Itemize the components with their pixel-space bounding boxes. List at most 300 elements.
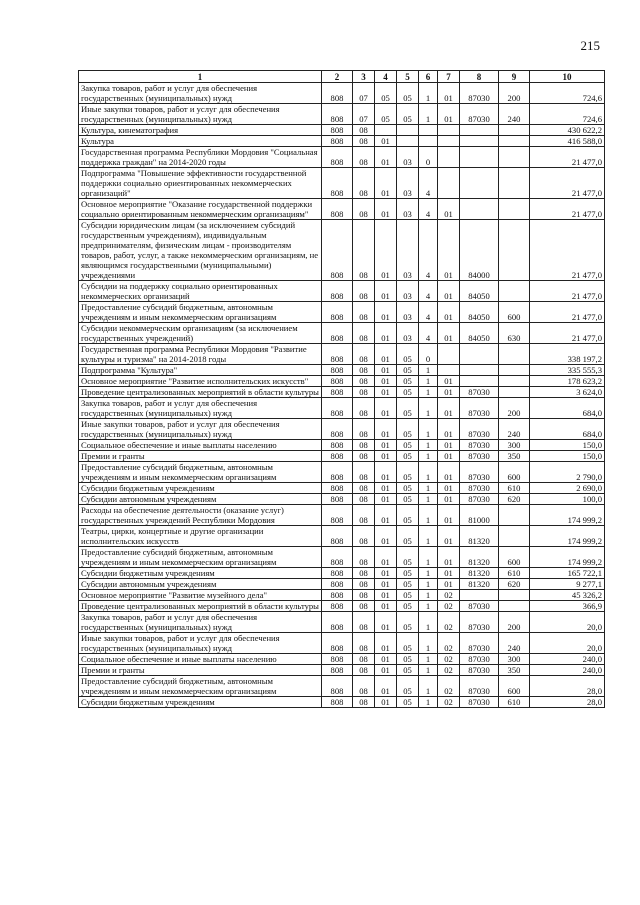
row-direction-code [460, 344, 499, 365]
table-row [79, 697, 605, 708]
row-direction-code [460, 590, 499, 601]
row-direction-code: 87030 [460, 440, 499, 451]
row-direction-code: 87030 [460, 494, 499, 505]
table-row [79, 125, 605, 136]
row-ministry-code: 808 [322, 281, 353, 302]
row-description: Премии и гранты [79, 665, 322, 676]
row-subprogram-code: 4 [419, 168, 438, 199]
row-subsection-code: 01 [375, 579, 397, 590]
table-row [79, 136, 605, 147]
row-ministry-code: 808 [322, 612, 353, 633]
row-expense-type-code: 240 [499, 419, 530, 440]
table-row [79, 302, 605, 323]
row-description: Государственная программа Республики Мордовия "Развитие культуры и туризма" на 2014-2018 годы [79, 344, 322, 365]
row-ministry-code: 808 [322, 365, 353, 376]
row-program-code: 03 [397, 168, 419, 199]
row-activity-code [438, 365, 460, 376]
row-amount: 240,0 [530, 654, 605, 665]
row-direction-code [460, 147, 499, 168]
row-program-code: 05 [397, 494, 419, 505]
row-amount: 165 722,1 [530, 568, 605, 579]
header-cell: 1 [79, 71, 322, 83]
row-direction-code: 87030 [460, 483, 499, 494]
row-section-code: 07 [353, 104, 375, 125]
row-expense-type-code: 620 [499, 494, 530, 505]
row-direction-code: 87030 [460, 676, 499, 697]
row-expense-type-code [499, 387, 530, 398]
row-description: Субсидии автономным учреждениям [79, 494, 322, 505]
row-section-code: 08 [353, 376, 375, 387]
table-row [79, 494, 605, 505]
row-amount: 2 690,0 [530, 483, 605, 494]
row-description: Основное мероприятие "Оказание государственной поддержки социально ориентированным некоммерческим организациям" [79, 199, 322, 220]
row-amount: 150,0 [530, 451, 605, 462]
row-amount: 178 623,2 [530, 376, 605, 387]
row-direction-code: 87030 [460, 451, 499, 462]
row-expense-type-code: 610 [499, 568, 530, 579]
row-direction-code: 87030 [460, 665, 499, 676]
row-activity-code: 01 [438, 579, 460, 590]
row-section-code: 08 [353, 633, 375, 654]
row-subprogram-code: 1 [419, 398, 438, 419]
row-ministry-code: 808 [322, 590, 353, 601]
row-subsection-code: 01 [375, 505, 397, 526]
row-program-code: 03 [397, 302, 419, 323]
row-expense-type-code: 240 [499, 104, 530, 125]
row-amount: 21 477,0 [530, 220, 605, 281]
header-cell: 10 [530, 71, 605, 83]
row-program-code: 05 [397, 83, 419, 104]
row-expense-type-code: 610 [499, 483, 530, 494]
row-program-code: 05 [397, 697, 419, 708]
row-ministry-code: 808 [322, 440, 353, 451]
row-direction-code [460, 199, 499, 220]
row-expense-type-code [499, 365, 530, 376]
row-amount: 684,0 [530, 419, 605, 440]
table-row [79, 505, 605, 526]
row-amount: 21 477,0 [530, 147, 605, 168]
row-activity-code: 02 [438, 654, 460, 665]
row-amount: 724,6 [530, 104, 605, 125]
row-description: Закупка товаров, работ и услуг для обеспечения государственных (муниципальных) нужд [79, 612, 322, 633]
row-subprogram-code: 4 [419, 220, 438, 281]
row-activity-code: 02 [438, 665, 460, 676]
header-cell: 5 [397, 71, 419, 83]
row-ministry-code: 808 [322, 323, 353, 344]
row-subsection-code: 01 [375, 398, 397, 419]
header-cell: 8 [460, 71, 499, 83]
row-ministry-code: 808 [322, 483, 353, 494]
row-activity-code: 01 [438, 199, 460, 220]
row-activity-code: 02 [438, 697, 460, 708]
row-activity-code: 01 [438, 505, 460, 526]
row-section-code: 08 [353, 440, 375, 451]
row-ministry-code: 808 [322, 579, 353, 590]
row-expense-type-code: 200 [499, 83, 530, 104]
row-direction-code: 81320 [460, 579, 499, 590]
row-description: Социальное обеспечение и иные выплаты населению [79, 654, 322, 665]
row-expense-type-code [499, 199, 530, 220]
row-section-code: 08 [353, 462, 375, 483]
row-direction-code: 87030 [460, 654, 499, 665]
row-activity-code: 01 [438, 440, 460, 451]
row-amount: 174 999,2 [530, 547, 605, 568]
row-section-code: 08 [353, 451, 375, 462]
row-direction-code [460, 376, 499, 387]
row-direction-code: 87030 [460, 83, 499, 104]
row-direction-code: 81320 [460, 547, 499, 568]
row-direction-code [460, 136, 499, 147]
row-description: Театры, цирки, концертные и другие организации исполнительских искусств [79, 526, 322, 547]
row-expense-type-code: 300 [499, 440, 530, 451]
row-subprogram-code: 1 [419, 494, 438, 505]
row-amount: 2 790,0 [530, 462, 605, 483]
row-activity-code: 01 [438, 302, 460, 323]
header-cell: 2 [322, 71, 353, 83]
row-subsection-code: 01 [375, 451, 397, 462]
row-expense-type-code: 610 [499, 697, 530, 708]
row-subprogram-code [419, 125, 438, 136]
row-amount: 724,6 [530, 83, 605, 104]
table-row [79, 365, 605, 376]
row-direction-code: 84050 [460, 302, 499, 323]
row-expense-type-code [499, 590, 530, 601]
row-subsection-code: 01 [375, 526, 397, 547]
row-subsection-code: 01 [375, 344, 397, 365]
header-row [79, 71, 605, 83]
row-subsection-code: 01 [375, 633, 397, 654]
row-description: Закупка товаров, работ и услуг для обеспечения государственных (муниципальных) нужд [79, 83, 322, 104]
row-direction-code: 87030 [460, 697, 499, 708]
row-description: Расходы на обеспечение деятельности (оказание услуг) государственных учреждений Республики Мордовия [79, 505, 322, 526]
row-ministry-code: 808 [322, 376, 353, 387]
row-direction-code: 87030 [460, 104, 499, 125]
row-direction-code [460, 125, 499, 136]
table-row [79, 220, 605, 281]
row-amount: 21 477,0 [530, 302, 605, 323]
row-activity-code [438, 344, 460, 365]
row-ministry-code: 808 [322, 147, 353, 168]
row-subsection-code: 01 [375, 462, 397, 483]
budget-table [78, 70, 605, 708]
row-subprogram-code: 0 [419, 147, 438, 168]
row-program-code: 03 [397, 220, 419, 281]
header-cell: 6 [419, 71, 438, 83]
row-section-code: 08 [353, 136, 375, 147]
row-subsection-code [375, 125, 397, 136]
row-activity-code [438, 136, 460, 147]
row-description: Иные закупки товаров, работ и услуг для обеспечения государственных (муниципальных) нужд [79, 419, 322, 440]
row-expense-type-code [499, 526, 530, 547]
row-expense-type-code: 630 [499, 323, 530, 344]
row-activity-code: 01 [438, 323, 460, 344]
row-section-code: 08 [353, 302, 375, 323]
row-subsection-code: 01 [375, 376, 397, 387]
row-section-code: 08 [353, 344, 375, 365]
row-section-code: 08 [353, 365, 375, 376]
row-subprogram-code [419, 136, 438, 147]
row-program-code: 05 [397, 676, 419, 697]
row-ministry-code: 808 [322, 419, 353, 440]
row-amount: 684,0 [530, 398, 605, 419]
row-subprogram-code: 1 [419, 633, 438, 654]
row-expense-type-code: 600 [499, 547, 530, 568]
header-cell: 4 [375, 71, 397, 83]
table-row [79, 398, 605, 419]
row-description: Государственная программа Республики Мордовия "Социальная поддержка граждан" на 2014-2020 годы [79, 147, 322, 168]
row-direction-code: 87030 [460, 462, 499, 483]
row-subprogram-code: 1 [419, 526, 438, 547]
row-subprogram-code: 1 [419, 568, 438, 579]
row-ministry-code: 808 [322, 387, 353, 398]
row-subsection-code: 01 [375, 494, 397, 505]
row-program-code: 05 [397, 419, 419, 440]
row-subprogram-code: 1 [419, 83, 438, 104]
row-expense-type-code: 200 [499, 398, 530, 419]
row-subsection-code: 05 [375, 104, 397, 125]
row-section-code: 08 [353, 419, 375, 440]
row-section-code: 08 [353, 697, 375, 708]
row-amount: 20,0 [530, 633, 605, 654]
row-ministry-code: 808 [322, 168, 353, 199]
row-program-code: 03 [397, 199, 419, 220]
table-row [79, 199, 605, 220]
table-row [79, 147, 605, 168]
row-activity-code [438, 147, 460, 168]
table-row [79, 665, 605, 676]
row-subsection-code: 01 [375, 419, 397, 440]
row-section-code: 08 [353, 199, 375, 220]
row-description: Культура [79, 136, 322, 147]
row-program-code: 03 [397, 147, 419, 168]
row-expense-type-code [499, 601, 530, 612]
row-description: Проведение централизованных мероприятий в области культуры [79, 601, 322, 612]
row-program-code: 05 [397, 387, 419, 398]
row-program-code: 05 [397, 579, 419, 590]
row-subsection-code: 01 [375, 302, 397, 323]
row-activity-code: 01 [438, 526, 460, 547]
row-direction-code: 84000 [460, 220, 499, 281]
row-description: Подпрограмма "Культура" [79, 365, 322, 376]
row-subprogram-code: 4 [419, 199, 438, 220]
row-description: Субсидии юридическим лицам (за исключением субсидий государственным учреждениям), индивидуальным предпринимателям, физическим лицам - производителям товаров, работ, услуг, а также некоммерческим организациям, не являющимся государственными (муниципальными) учреждениями [79, 220, 322, 281]
row-subsection-code: 01 [375, 220, 397, 281]
row-description: Социальное обеспечение и иные выплаты населению [79, 440, 322, 451]
row-subprogram-code: 4 [419, 323, 438, 344]
row-subsection-code: 01 [375, 483, 397, 494]
row-section-code: 08 [353, 398, 375, 419]
row-description: Культура, кинематография [79, 125, 322, 136]
row-ministry-code: 808 [322, 633, 353, 654]
row-subsection-code: 01 [375, 168, 397, 199]
row-subprogram-code: 1 [419, 462, 438, 483]
row-program-code: 05 [397, 590, 419, 601]
row-description: Субсидии бюджетным учреждениям [79, 483, 322, 494]
row-program-code: 05 [397, 376, 419, 387]
table-row [79, 376, 605, 387]
row-subprogram-code: 1 [419, 697, 438, 708]
row-activity-code: 01 [438, 387, 460, 398]
row-program-code: 05 [397, 568, 419, 579]
row-program-code: 05 [397, 547, 419, 568]
table-row [79, 601, 605, 612]
row-amount: 28,0 [530, 697, 605, 708]
row-program-code: 05 [397, 440, 419, 451]
row-ministry-code: 808 [322, 398, 353, 419]
row-activity-code: 02 [438, 590, 460, 601]
row-program-code: 05 [397, 633, 419, 654]
row-section-code: 08 [353, 494, 375, 505]
row-section-code: 08 [353, 665, 375, 676]
row-subsection-code: 01 [375, 281, 397, 302]
row-ministry-code: 808 [322, 344, 353, 365]
row-amount: 240,0 [530, 665, 605, 676]
row-program-code: 05 [397, 365, 419, 376]
row-subsection-code: 05 [375, 83, 397, 104]
row-ministry-code: 808 [322, 505, 353, 526]
row-amount: 174 999,2 [530, 526, 605, 547]
row-direction-code: 87030 [460, 387, 499, 398]
row-expense-type-code [499, 147, 530, 168]
row-description: Основное мероприятие "Развитие исполнительских искусств" [79, 376, 322, 387]
row-direction-code: 84050 [460, 323, 499, 344]
row-section-code: 08 [353, 579, 375, 590]
row-description: Закупка товаров, работ и услуг для обеспечения государственных (муниципальных) нужд [79, 398, 322, 419]
row-program-code: 05 [397, 104, 419, 125]
row-section-code: 08 [353, 125, 375, 136]
row-expense-type-code [499, 376, 530, 387]
header-cell: 3 [353, 71, 375, 83]
row-program-code: 05 [397, 483, 419, 494]
row-activity-code: 01 [438, 483, 460, 494]
row-expense-type-code: 300 [499, 654, 530, 665]
table-body [79, 83, 605, 708]
row-expense-type-code [499, 220, 530, 281]
row-direction-code [460, 168, 499, 199]
row-description: Субсидии автономным учреждениям [79, 579, 322, 590]
row-amount: 45 326,2 [530, 590, 605, 601]
row-section-code: 08 [353, 387, 375, 398]
row-ministry-code: 808 [322, 199, 353, 220]
table-row [79, 451, 605, 462]
row-expense-type-code: 600 [499, 302, 530, 323]
row-direction-code: 87030 [460, 419, 499, 440]
row-program-code: 03 [397, 281, 419, 302]
row-program-code: 05 [397, 612, 419, 633]
row-subprogram-code: 1 [419, 579, 438, 590]
row-ministry-code: 808 [322, 462, 353, 483]
row-activity-code: 01 [438, 398, 460, 419]
row-ministry-code: 808 [322, 654, 353, 665]
row-ministry-code: 808 [322, 136, 353, 147]
row-section-code: 08 [353, 654, 375, 665]
row-activity-code: 02 [438, 612, 460, 633]
row-expense-type-code [499, 344, 530, 365]
row-subprogram-code: 1 [419, 654, 438, 665]
row-subprogram-code: 1 [419, 365, 438, 376]
row-subsection-code: 01 [375, 365, 397, 376]
row-amount: 338 197,2 [530, 344, 605, 365]
row-description: Субсидии бюджетным учреждениям [79, 697, 322, 708]
table-row [79, 104, 605, 125]
row-ministry-code: 808 [322, 494, 353, 505]
row-activity-code: 02 [438, 676, 460, 697]
row-section-code: 08 [353, 147, 375, 168]
row-section-code: 08 [353, 281, 375, 302]
row-section-code: 08 [353, 323, 375, 344]
row-section-code: 08 [353, 590, 375, 601]
row-description: Предоставление субсидий бюджетным, автономным учреждениям и иным некоммерческим организациям [79, 547, 322, 568]
row-direction-code: 87030 [460, 633, 499, 654]
row-section-code: 08 [353, 612, 375, 633]
row-activity-code [438, 125, 460, 136]
row-subprogram-code: 4 [419, 281, 438, 302]
row-description: Субсидии бюджетным учреждениям [79, 568, 322, 579]
table-row [79, 281, 605, 302]
row-activity-code: 01 [438, 451, 460, 462]
row-amount: 21 477,0 [530, 199, 605, 220]
row-program-code: 05 [397, 654, 419, 665]
row-ministry-code: 808 [322, 302, 353, 323]
row-direction-code: 81320 [460, 526, 499, 547]
row-direction-code: 87030 [460, 398, 499, 419]
row-subprogram-code: 1 [419, 387, 438, 398]
row-subsection-code: 01 [375, 590, 397, 601]
row-subsection-code: 01 [375, 665, 397, 676]
row-subprogram-code: 0 [419, 344, 438, 365]
row-ministry-code: 808 [322, 601, 353, 612]
row-section-code: 08 [353, 526, 375, 547]
row-subprogram-code: 1 [419, 104, 438, 125]
table-row [79, 590, 605, 601]
row-activity-code: 02 [438, 601, 460, 612]
row-direction-code [460, 365, 499, 376]
row-section-code: 08 [353, 505, 375, 526]
row-program-code: 05 [397, 451, 419, 462]
row-direction-code: 84050 [460, 281, 499, 302]
row-description: Подпрограмма "Повышение эффективности государственной поддержки социально ориентированных некоммерческих организаций" [79, 168, 322, 199]
row-amount: 3 624,0 [530, 387, 605, 398]
row-expense-type-code: 350 [499, 665, 530, 676]
table-row [79, 83, 605, 104]
table-row [79, 168, 605, 199]
row-ministry-code: 808 [322, 526, 353, 547]
header-cell: 7 [438, 71, 460, 83]
row-section-code: 08 [353, 168, 375, 199]
row-expense-type-code: 620 [499, 579, 530, 590]
row-subsection-code: 01 [375, 136, 397, 147]
row-subsection-code: 01 [375, 147, 397, 168]
row-activity-code: 01 [438, 281, 460, 302]
row-ministry-code: 808 [322, 568, 353, 579]
row-section-code: 08 [353, 568, 375, 579]
table-row [79, 676, 605, 697]
table-row [79, 344, 605, 365]
row-activity-code: 01 [438, 220, 460, 281]
row-description: Предоставление субсидий бюджетным, автономным учреждениям и иным некоммерческим организациям [79, 462, 322, 483]
row-expense-type-code [499, 505, 530, 526]
page-number: 215 [580, 38, 600, 53]
row-subsection-code: 01 [375, 676, 397, 697]
row-subprogram-code: 1 [419, 376, 438, 387]
table-row [79, 633, 605, 654]
row-activity-code: 01 [438, 462, 460, 483]
row-description: Иные закупки товаров, работ и услуг для обеспечения государственных (муниципальных) нужд [79, 104, 322, 125]
row-activity-code: 01 [438, 419, 460, 440]
row-section-code: 07 [353, 83, 375, 104]
row-amount: 20,0 [530, 612, 605, 633]
row-subprogram-code: 1 [419, 505, 438, 526]
